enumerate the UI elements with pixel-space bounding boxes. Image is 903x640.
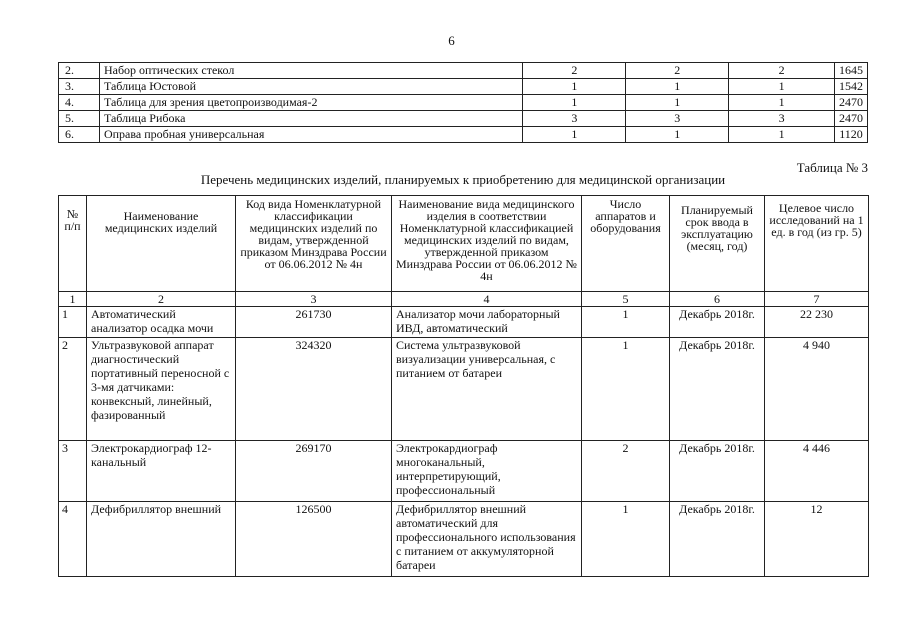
table-row — [59, 95, 868, 111]
row-col-b: 3 — [626, 111, 729, 127]
row-num: 5. — [59, 111, 100, 127]
equipment-table-continued — [58, 62, 868, 143]
row-col-d: 1542 — [835, 79, 868, 95]
row-num: 3 — [59, 441, 87, 502]
row-kind: Дефибриллятор внешний автоматический для профессионального использования с питанием от аккумуляторной батареи — [392, 502, 582, 577]
table-label: Таблица № 3 — [796, 160, 868, 175]
page-number: 6 — [448, 33, 455, 48]
row-col-c: 1 — [729, 95, 835, 111]
row-date: Декабрь 2018г. — [670, 338, 765, 441]
table-caption: Перечень медицинских изделий, планируемых к приобретению для медицинской организации — [200, 172, 726, 187]
row-col-a: 1 — [523, 127, 626, 143]
row-col-a: 2 — [523, 63, 626, 79]
table-row — [59, 441, 869, 502]
row-col-b: 1 — [626, 127, 729, 143]
table-row — [59, 63, 868, 79]
table-row — [59, 307, 869, 338]
row-count: 2 — [582, 441, 670, 502]
row-name: Таблица для зрения цветопроизводимая-2 — [99, 95, 522, 111]
row-date: Декабрь 2018г. — [670, 502, 765, 577]
header-kind: Наименование вида медицинского изделия в соответствии Номенклатурной классификацией медицинских изделий по видам, утвержденной приказом Минздрава России от 06.06.2012 № 4н — [392, 196, 582, 292]
column-number: 7 — [765, 292, 869, 307]
header-row — [59, 196, 869, 292]
row-num: 2. — [59, 63, 100, 79]
row-date: Декабрь 2018г. — [670, 307, 765, 338]
row-target: 12 — [765, 502, 869, 577]
row-target: 22 230 — [765, 307, 869, 338]
column-numbers-row — [59, 292, 869, 307]
row-col-d: 1645 — [835, 63, 868, 79]
row-kind: Электрокардиограф многоканальный, интерпретирующий, профессиональный — [392, 441, 582, 502]
column-number: 5 — [582, 292, 670, 307]
column-number: 2 — [87, 292, 236, 307]
row-col-b: 2 — [626, 63, 729, 79]
row-name: Таблица Рибока — [99, 111, 522, 127]
row-col-c: 1 — [729, 79, 835, 95]
row-col-a: 1 — [523, 95, 626, 111]
table-row — [59, 338, 869, 441]
row-kind: Анализатор мочи лабораторный ИВД, автоматический — [392, 307, 582, 338]
row-code: 324320 — [236, 338, 392, 441]
row-name: Оправа пробная универсальная — [99, 127, 522, 143]
row-col-a: 1 — [523, 79, 626, 95]
row-count: 1 — [582, 307, 670, 338]
column-number: 1 — [59, 292, 87, 307]
row-col-d: 2470 — [835, 111, 868, 127]
row-col-c: 2 — [729, 63, 835, 79]
header-target: Целевое число исследований на 1 ед. в год (из гр. 5) — [765, 196, 869, 292]
row-num: 4. — [59, 95, 100, 111]
row-kind: Система ультразвуковой визуализации универсальная, с питанием от батареи — [392, 338, 582, 441]
row-col-a: 3 — [523, 111, 626, 127]
row-col-b: 1 — [626, 95, 729, 111]
table-row — [59, 111, 868, 127]
table-row — [59, 502, 869, 577]
row-target: 4 446 — [765, 441, 869, 502]
table-row — [59, 127, 868, 143]
row-date: Декабрь 2018г. — [670, 441, 765, 502]
header-name: Наименование медицинских изделий — [87, 196, 236, 292]
column-number: 6 — [670, 292, 765, 307]
row-col-c: 1 — [729, 127, 835, 143]
row-col-d: 1120 — [835, 127, 868, 143]
header-num: № п/п — [59, 196, 87, 292]
row-name: Ультразвуковой аппарат диагностический портативный переносной с 3-мя датчиками: конвексный, линейный, фазированный — [87, 338, 236, 441]
row-count: 1 — [582, 502, 670, 577]
row-name: Дефибриллятор внешний — [87, 502, 236, 577]
row-col-c: 3 — [729, 111, 835, 127]
column-number: 4 — [392, 292, 582, 307]
row-num: 4 — [59, 502, 87, 577]
row-count: 1 — [582, 338, 670, 441]
column-number: 3 — [236, 292, 392, 307]
row-name: Автоматический анализатор осадка мочи — [87, 307, 236, 338]
row-name: Электрокардиограф 12-канальный — [87, 441, 236, 502]
header-code: Код вида Номенклатурной классификации медицинских изделий по видам, утвержденной приказом Минздрава России от 06.06.2012 № 4н — [236, 196, 392, 292]
header-count: Число аппаратов и оборудования — [582, 196, 670, 292]
row-num: 3. — [59, 79, 100, 95]
row-col-b: 1 — [626, 79, 729, 95]
row-num: 2 — [59, 338, 87, 441]
row-col-d: 2470 — [835, 95, 868, 111]
row-num: 6. — [59, 127, 100, 143]
row-num: 1 — [59, 307, 87, 338]
row-target: 4 940 — [765, 338, 869, 441]
row-code: 126500 — [236, 502, 392, 577]
row-code: 269170 — [236, 441, 392, 502]
header-date: Планируемый срок ввода в эксплуатацию (месяц, год) — [670, 196, 765, 292]
row-name: Таблица Юстовой — [99, 79, 522, 95]
row-code: 261730 — [236, 307, 392, 338]
table-row — [59, 79, 868, 95]
medical-devices-table — [58, 195, 869, 577]
row-name: Набор оптических стекол — [99, 63, 522, 79]
